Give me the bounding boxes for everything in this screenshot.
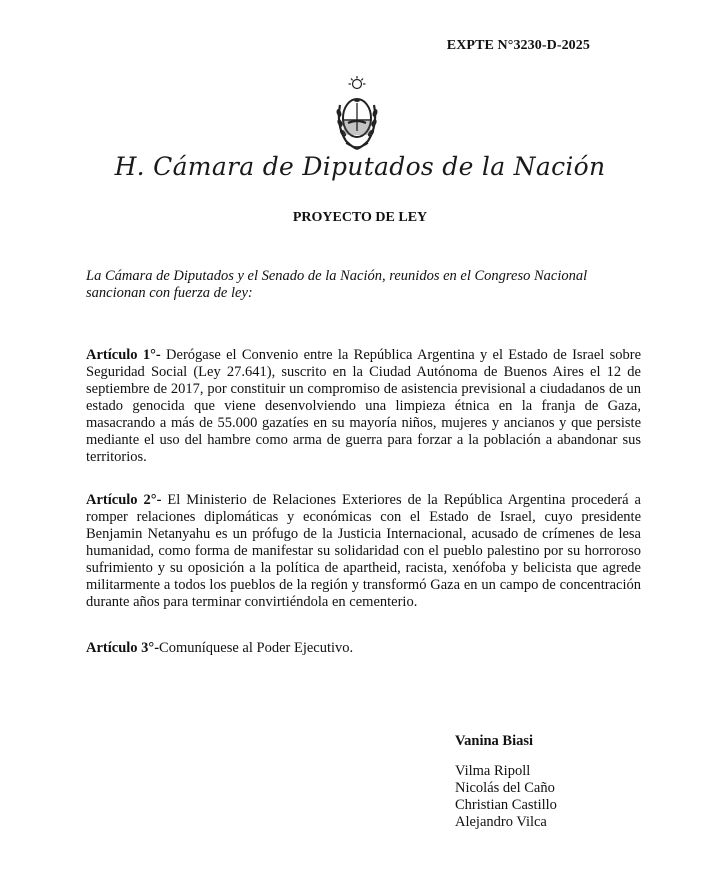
article-1-label: Artículo 1°- [86,347,161,363]
sun-icon [349,76,366,89]
article-3-text: Comuníquese al Poder Ejecutivo. [159,640,354,656]
co-signer: Christian Castillo [455,797,557,813]
article-3 [86,640,641,657]
document-type-title: PROYECTO DE LEY [292,210,428,225]
argentina-coat-of-arms-icon [332,75,382,155]
lead-signer: Vanina Biasi [455,733,534,749]
expediente-number: EXPTE N°3230-D-2025 [446,38,590,53]
article-3-label: Artículo 3°- [86,640,160,656]
article-2-text: El Ministerio de Relaciones Exteriores de la República Argentina procederá a romper relaciones diplomáticas y económicas con el Estado de Israel, cuyo presidente Benjamin Netanyahu es un prófugo de la Justicia Internacional, acusado de crímenes de lesa humanidad, como forma de manifestar su solidaridad con el pueblo palestino por su horroroso sufrimiento y su oposición a la política de apartheid, racista, xenófoba y belicista que agrede militarmente a todos los pueblos de la región y transformó Gaza en un campo de concentración durante años para terminar convirtiéndola en cementerio. [86,492,641,610]
preamble-text: La Cámara de Diputados y el Senado de la Nación, reunidos en el Congreso Nacional sancionan con fuerza de ley: [86,268,588,301]
signature-block [455,733,557,831]
article-1-text: Derógase el Convenio entre la República Argentina y el Estado de Israel sobre Seguridad Social (Ley 27.641), suscrito en la Ciudad Autónoma de Buenos Aires el 12 de septiembre de 2017, por constituir un compromiso de asistencia previsional a ciudadanos de un estado genocida que viene desenvolviendo una limpieza étnica en la franja de Gaza, masacrando a más de 55.000 gazatíes en su mayoría niños, mujeres y ancianos y que persiste mediante el uso del hambre como arma de guerra para forzar a la población a abandonar sus territorios. [86,347,642,465]
co-signer: Alejandro Vilca [455,814,547,830]
article-2 [86,492,641,611]
article-1 [86,347,641,466]
chamber-name: H. Cámara de Diputados de la Nación [114,152,606,181]
article-2-label: Artículo 2°- [86,492,162,508]
co-signer: Nicolás del Caño [455,780,555,796]
co-signer: Vilma Ripoll [455,763,531,779]
